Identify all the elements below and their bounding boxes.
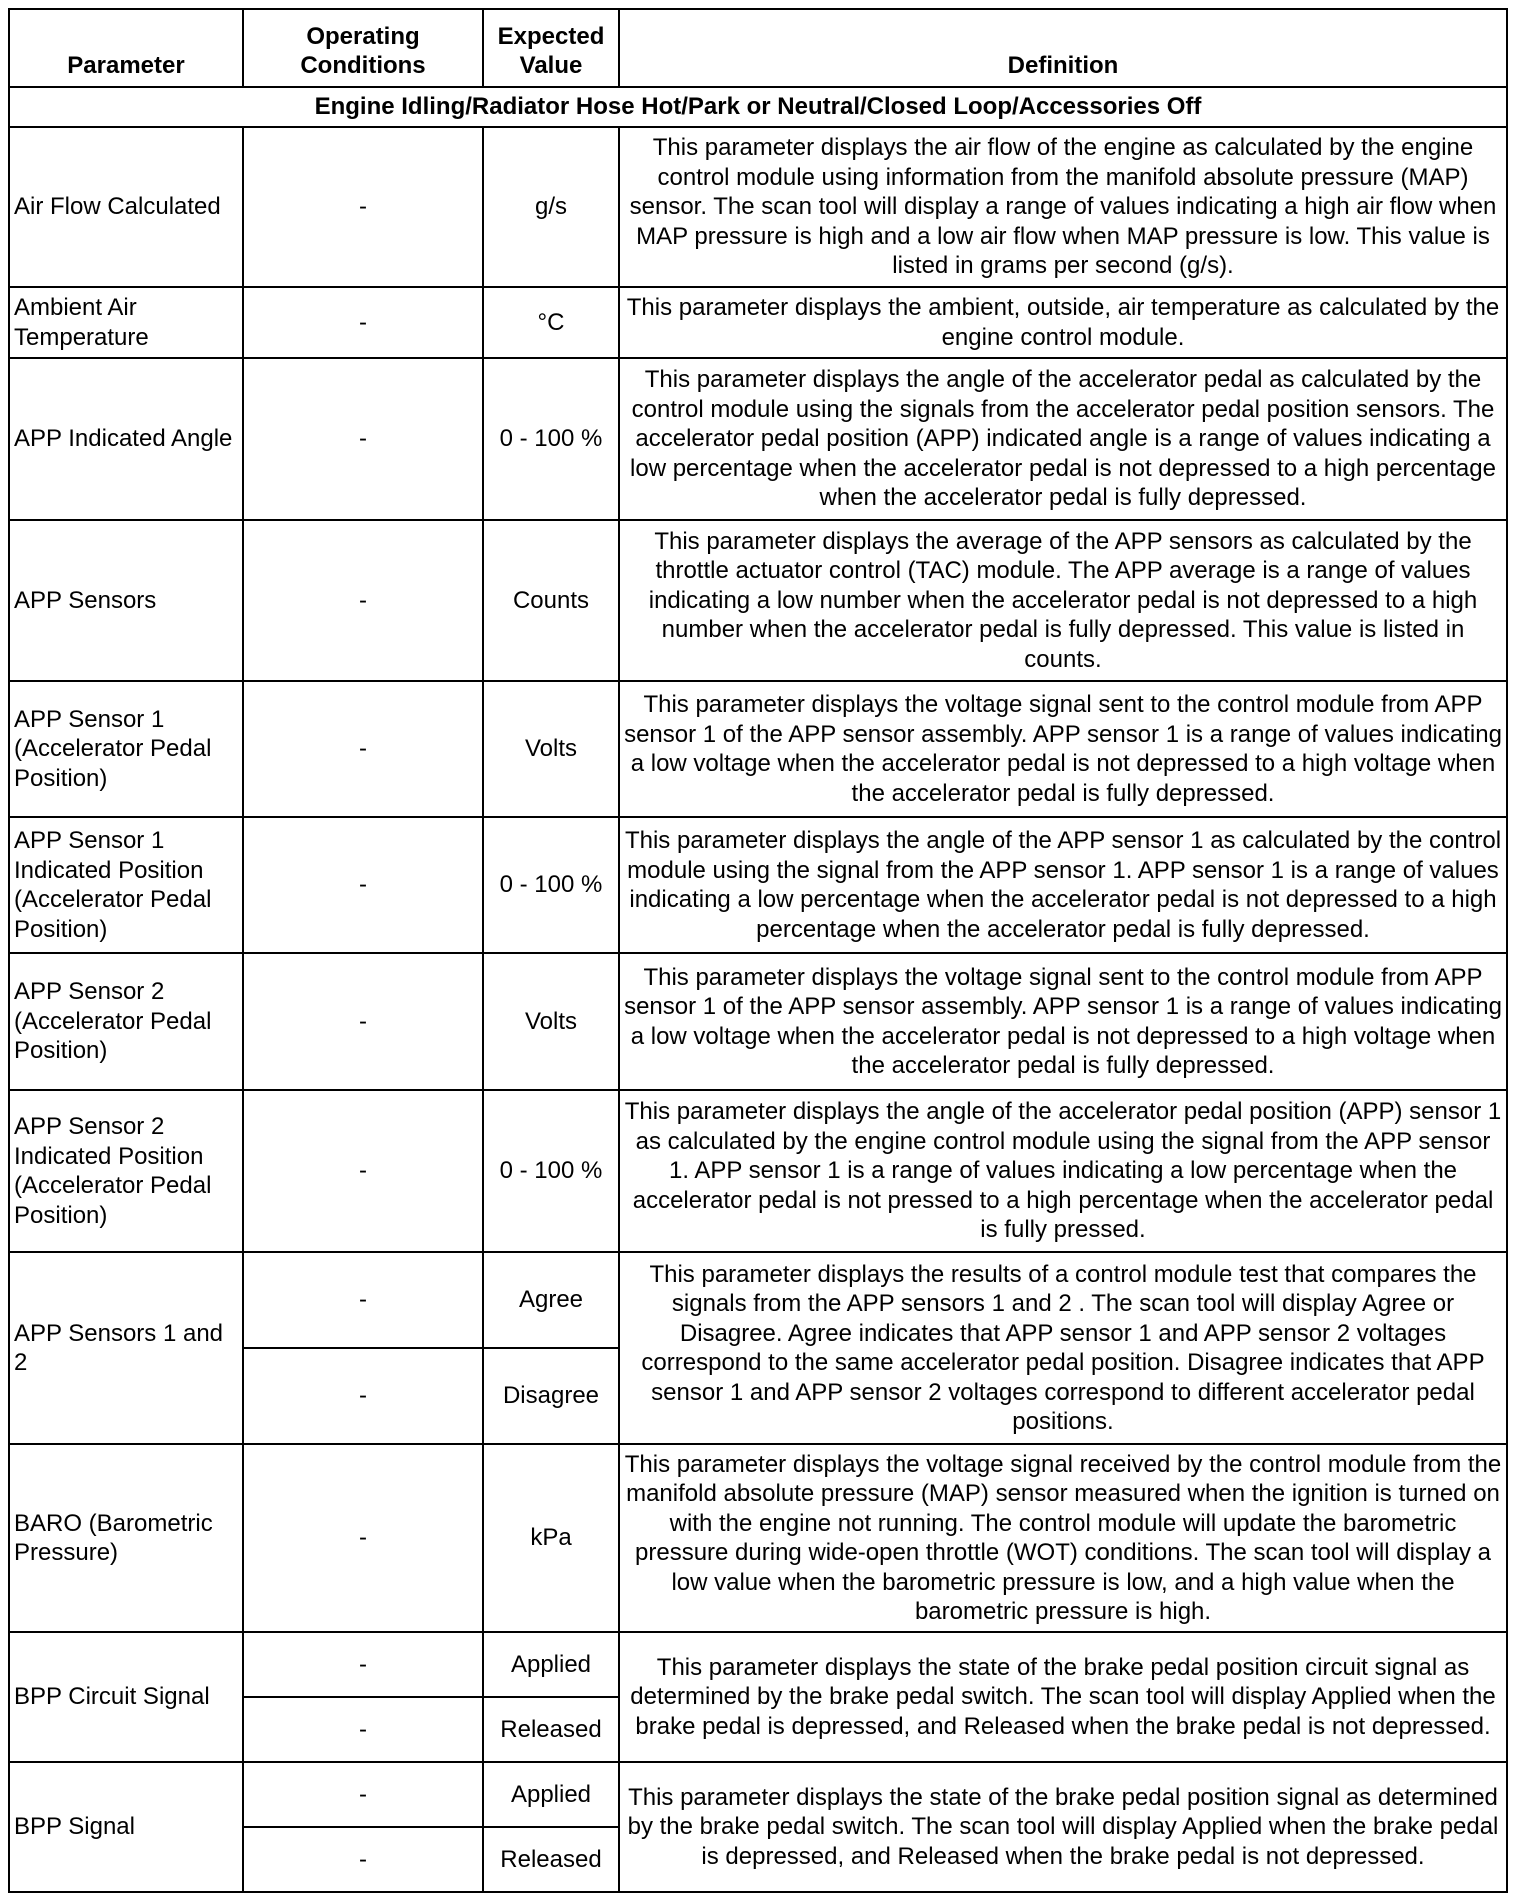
table-row — [9, 1444, 1507, 1632]
expected-value: 0 - 100 % — [483, 358, 619, 520]
table-row — [9, 287, 1507, 358]
definition: This parameter displays the average of the APP sensors as calculated by the throttle actuator control (TAC) module. The APP average is a range of values indicating a low number when the accelerator pedal is not depressed to a high number when the accelerator pedal is fully depressed. This value is listed in counts. — [619, 520, 1507, 681]
definition: This parameter displays the angle of the accelerator pedal as calculated by the control module using the signals from the accelerator pedal position sensors. The accelerator pedal position (APP) indicated angle is a range of values indicating a low percentage when the accelerator pedal is not depressed to a high percentage when the accelerator pedal is fully depressed. — [619, 358, 1507, 520]
expected-value: Released — [483, 1697, 619, 1762]
operating-conditions: - — [243, 520, 483, 681]
table-body — [9, 87, 1507, 1892]
table-row — [9, 1632, 1507, 1697]
expected-value: g/s — [483, 127, 619, 287]
parameter-name: APP Indicated Angle — [9, 358, 243, 520]
parameter-name: Air Flow Calculated — [9, 127, 243, 287]
expected-value: °C — [483, 287, 619, 358]
parameter-name: BARO (Barometric Pressure) — [9, 1444, 243, 1632]
parameter-table — [8, 8, 1508, 1893]
parameter-name: Ambient Air Temperature — [9, 287, 243, 358]
definition: This parameter displays the voltage signal sent to the control module from APP sensor 1 of the APP sensor assembly. APP sensor 1 is a range of values indicating a low voltage when the accelerator pedal is not depressed to a high voltage when the accelerator pedal is fully depressed. — [619, 681, 1507, 817]
table-row — [9, 681, 1507, 817]
parameter-name: APP Sensor 2 Indicated Position (Accelerator Pedal Position) — [9, 1090, 243, 1252]
definition: This parameter displays the angle of the APP sensor 1 as calculated by the control module using the signal from the APP sensor 1. APP sensor 1 is a range of values indicating a low percentage when the accelerator pedal is not depressed to a high percentage when the accelerator pedal is fully depressed. — [619, 817, 1507, 953]
table-row — [9, 953, 1507, 1090]
operating-conditions: - — [243, 1444, 483, 1632]
parameter-name: BPP Circuit Signal — [9, 1632, 243, 1762]
operating-conditions: - — [243, 1762, 483, 1827]
operating-conditions: - — [243, 1090, 483, 1252]
header-expected-value: Expected Value — [483, 9, 619, 87]
operating-conditions: - — [243, 817, 483, 953]
definition: This parameter displays the state of the brake pedal position signal as determined by the brake pedal switch. The scan tool will display Applied when the brake pedal is depressed, and Released when the brake pedal is not depressed. — [619, 1762, 1507, 1892]
expected-value: Counts — [483, 520, 619, 681]
operating-conditions: - — [243, 1252, 483, 1348]
expected-value: Applied — [483, 1632, 619, 1697]
header-parameter: Parameter — [9, 9, 243, 87]
expected-value: Volts — [483, 953, 619, 1090]
expected-value: 0 - 100 % — [483, 817, 619, 953]
table-row — [9, 1762, 1507, 1827]
parameter-name: APP Sensor 2 (Accelerator Pedal Position) — [9, 953, 243, 1090]
header-operating-conditions: Operating Conditions — [243, 9, 483, 87]
parameter-name: APP Sensors 1 and 2 — [9, 1252, 243, 1444]
definition: This parameter displays the air flow of the engine as calculated by the engine control module using information from the manifold absolute pressure (MAP) sensor. The scan tool will display a range of values indicating a high air flow when MAP pressure is high and a low air flow when MAP pressure is low. This value is listed in grams per second (g/s). — [619, 127, 1507, 287]
expected-value: kPa — [483, 1444, 619, 1632]
definition: This parameter displays the voltage signal received by the control module from the manifold absolute pressure (MAP) sensor measured when the ignition is turned on with the engine not running. The control module will update the barometric pressure during wide-open throttle (WOT) conditions. The scan tool will display a low value when the barometric pressure is low, and a high value when the barometric pressure is high. — [619, 1444, 1507, 1632]
expected-value: Disagree — [483, 1348, 619, 1444]
section-condition-row — [9, 87, 1507, 127]
section-condition: Engine Idling/Radiator Hose Hot/Park or Neutral/Closed Loop/Accessories Off — [9, 87, 1507, 127]
parameter-table-sheet — [8, 8, 1506, 1893]
definition: This parameter displays the ambient, outside, air temperature as calculated by the engine control module. — [619, 287, 1507, 358]
operating-conditions: - — [243, 681, 483, 817]
table-row — [9, 520, 1507, 681]
expected-value: Agree — [483, 1252, 619, 1348]
operating-conditions: - — [243, 1827, 483, 1892]
definition: This parameter displays the results of a control module test that compares the signals from the APP sensors 1 and 2 . The scan tool will display Agree or Disagree. Agree indicates that APP sensor 1 and APP sensor 2 voltages correspond to the same accelerator pedal position. Disagree indicates that APP sensor 1 and APP sensor 2 voltages correspond to different accelerator pedal positions. — [619, 1252, 1507, 1444]
table-row — [9, 1252, 1507, 1348]
parameter-name: APP Sensors — [9, 520, 243, 681]
operating-conditions: - — [243, 1348, 483, 1444]
operating-conditions: - — [243, 1697, 483, 1762]
parameter-name: APP Sensor 1 Indicated Position (Accelerator Pedal Position) — [9, 817, 243, 953]
operating-conditions: - — [243, 287, 483, 358]
operating-conditions: - — [243, 127, 483, 287]
table-row — [9, 1090, 1507, 1252]
definition: This parameter displays the state of the brake pedal position circuit signal as determined by the brake pedal switch. The scan tool will display Applied when the brake pedal is depressed, and Released when the brake pedal is not depressed. — [619, 1632, 1507, 1762]
operating-conditions: - — [243, 1632, 483, 1697]
table-row — [9, 127, 1507, 287]
definition: This parameter displays the voltage signal sent to the control module from APP sensor 1 of the APP sensor assembly. APP sensor 1 is a range of values indicating a low voltage when the accelerator pedal is not depressed to a high voltage when the accelerator pedal is fully depressed. — [619, 953, 1507, 1090]
parameter-name: APP Sensor 1 (Accelerator Pedal Position) — [9, 681, 243, 817]
expected-value: Released — [483, 1827, 619, 1892]
expected-value: 0 - 100 % — [483, 1090, 619, 1252]
definition: This parameter displays the angle of the accelerator pedal position (APP) sensor 1 as calculated by the engine control module using the signal from the APP sensor 1. APP sensor 1 is a range of values indicating a low percentage when the accelerator pedal is not pressed to a high percentage when the accelerator pedal is fully pressed. — [619, 1090, 1507, 1252]
table-row — [9, 358, 1507, 520]
table-row — [9, 817, 1507, 953]
expected-value: Volts — [483, 681, 619, 817]
parameter-name: BPP Signal — [9, 1762, 243, 1892]
operating-conditions: - — [243, 358, 483, 520]
operating-conditions: - — [243, 953, 483, 1090]
expected-value: Applied — [483, 1762, 619, 1827]
header-row — [9, 9, 1507, 87]
header-definition: Definition — [619, 9, 1507, 87]
